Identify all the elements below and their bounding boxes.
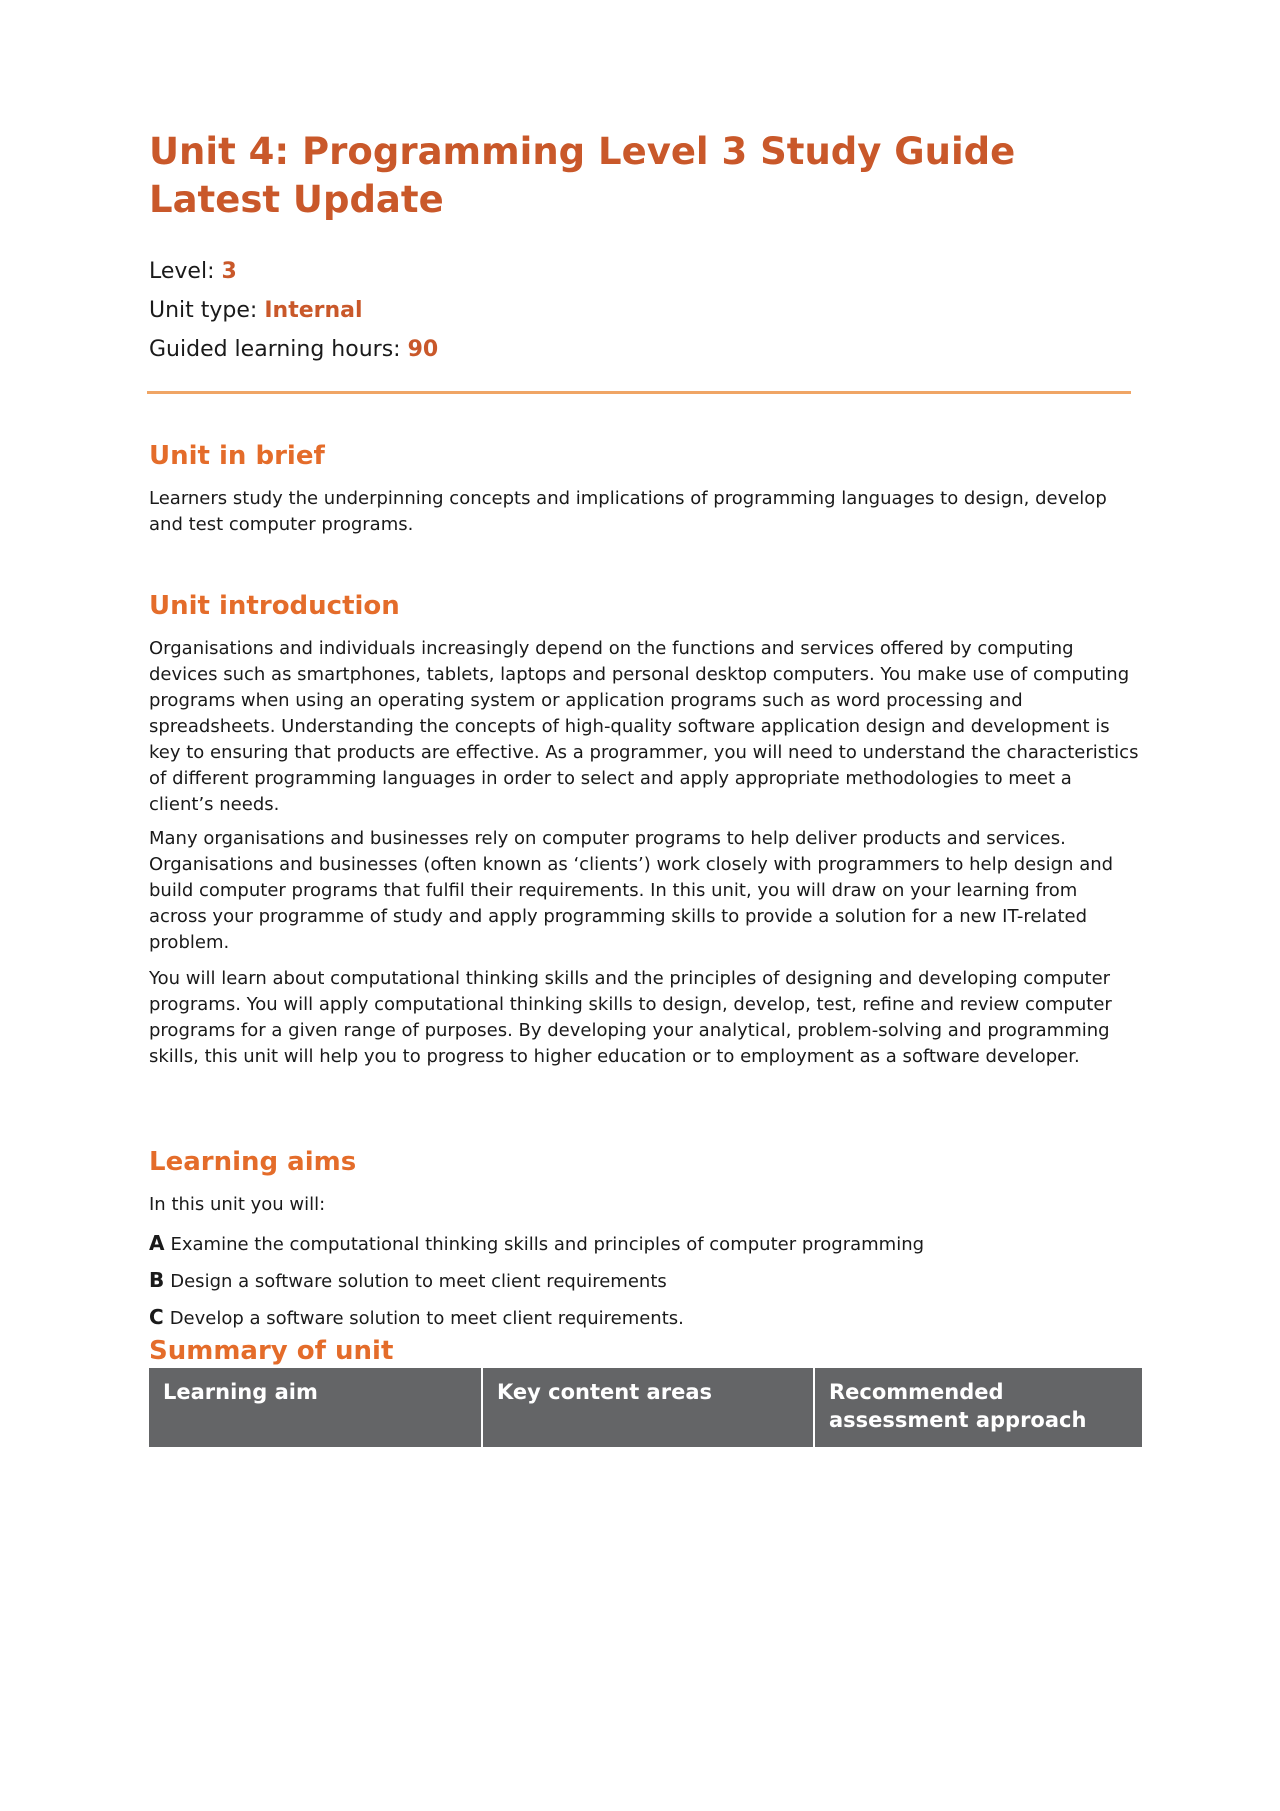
meta-level [149, 258, 1049, 286]
section-divider [147, 391, 1131, 394]
aim-letter: C [149, 1305, 164, 1329]
aim-text: Develop a software solution to meet client requirements. [169, 1308, 684, 1329]
unit-introduction-heading: Unit introduction [149, 591, 400, 621]
summary-table-header [149, 1368, 1142, 1447]
page-title [149, 128, 1149, 224]
aim-text: Design a software solution to meet client requirements [170, 1271, 667, 1292]
intro-paragraph-1: Organisations and individuals increasingly depend on the functions and services offered by computing devices such as smartphones, tablets, laptops and personal desktop computers. You make use of computing programs when using an operating system or application programs such as word processing and spreadsheets. Understanding the concepts of high-quality software application design and development is key to ensuring that products are effective. As a programmer, you will need to understand the characteristics of different programming languages in order to select and apply appropriate methodologies to meet a client’s needs. [149, 638, 1139, 815]
summary-of-unit-heading: Summary of unit [149, 1336, 394, 1366]
aim-letter: B [149, 1268, 165, 1292]
learning-aim-item [149, 1267, 1139, 1295]
unit-type-value: Internal [264, 298, 363, 323]
learning-aim-item [149, 1230, 1139, 1258]
intro-paragraph-3: You will learn about computational thinking skills and the principles of designing and developing computer programs. You will apply computational thinking skills to design, develop, test, refine and review computer programs for a given range of purposes. By developing your analytical, problem-solving and programming skills, this unit will help you to progress to higher education or to employment as a software developer. [149, 968, 1112, 1067]
level-label: Level: [149, 259, 215, 284]
aim-letter: A [149, 1231, 165, 1255]
guided-hours-value: 90 [407, 337, 439, 362]
unit-type-label: Unit type: [149, 298, 258, 323]
learning-aims-heading: Learning aims [149, 1147, 357, 1177]
aim-text: Examine the computational thinking skills and principles of computer programming [170, 1234, 925, 1255]
column-header-learning-aim: Learning aim [163, 1380, 318, 1404]
column-header-key-content-areas: Key content areas [481, 1368, 813, 1447]
unit-in-brief-text: Learners study the underpinning concepts and implications of programming languages to design, develop and test computer programs. [149, 488, 1107, 535]
intro-paragraph-2: Many organisations and businesses rely on computer programs to help deliver products and services. Organisations and businesses (often known as ‘clients’) work closely with programmers to help design and build computer programs that fulfil their requirements. In this unit, you will draw on your learning from across your programme of study and apply programming skills to provide a solution for a new IT-related problem. [149, 828, 1114, 953]
meta-unit-type [149, 297, 1049, 325]
column-header-assessment-approach: Recommended assessment approach [813, 1368, 1142, 1447]
level-value: 3 [221, 259, 237, 284]
title-line-2: Latest Update [149, 178, 444, 221]
guided-hours-label: Guided learning hours: [149, 337, 401, 362]
title-line-1: Unit 4: Programming Level 3 Study Guide [149, 130, 1016, 173]
learning-aims-intro: In this unit you will: [149, 1194, 326, 1215]
unit-in-brief-heading: Unit in brief [149, 441, 325, 471]
meta-guided-hours [149, 336, 1049, 364]
learning-aim-item [149, 1304, 1139, 1332]
